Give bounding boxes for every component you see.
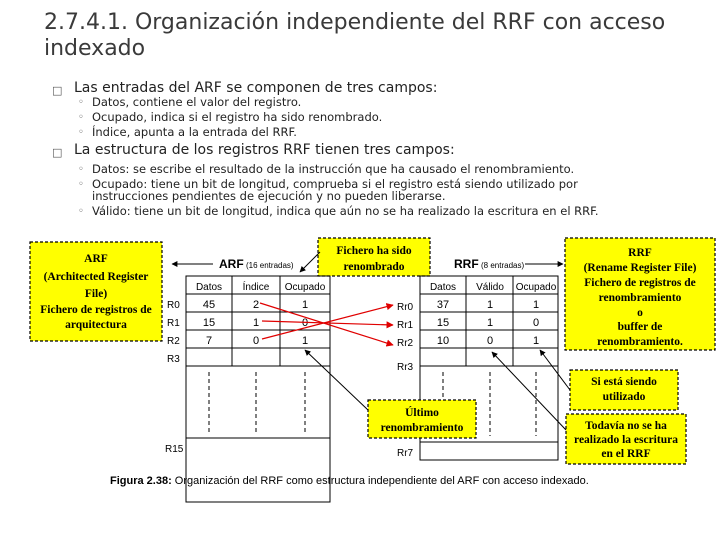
rrf-header-ocupado: Ocupado — [515, 282, 557, 293]
rrf-cell: 1 — [486, 299, 494, 311]
arf-table — [165, 276, 330, 502]
sub-bullet-rrf-ocupado-cont: instrucciones pendientes de ejecución y no pueden liberarse. — [92, 189, 446, 203]
ultimo-callout-line: Último — [405, 407, 439, 419]
arf-cell: 1 — [301, 299, 309, 311]
rrf-row-label-last: Rr7 — [397, 448, 414, 459]
figure-caption — [110, 475, 589, 487]
rrf-cell: 37 — [436, 299, 450, 311]
todavia-callout-line: en el RRF — [601, 448, 651, 460]
fichero-callout-line: Fichero ha sido — [336, 245, 412, 257]
sub-bullet-rrf-valido: Válido: tiene un bit de longitud, indica que aún no se ha realizado la escritura en el RRF. — [92, 204, 599, 218]
arf-cell: 45 — [202, 299, 216, 311]
rrf-callout-line: RRF — [628, 247, 652, 259]
rrf-header-valido: Válido — [476, 282, 504, 293]
rrf-callout-line: Fichero de registros de — [584, 277, 696, 289]
si-callout-line: Si está siendo — [591, 376, 657, 388]
arf-header-ocupado: Ocupado — [284, 282, 326, 293]
arf-cell: 1 — [301, 335, 309, 347]
arf-row-label: R1 — [167, 318, 180, 329]
arf-row-label: R3 — [167, 354, 180, 365]
sub-bullet-ocupado: Ocupado, indica si el registro ha sido renombrado. — [92, 110, 383, 124]
arf-table-title: ARF — [219, 257, 244, 271]
arf-callout-line: File) — [84, 288, 108, 300]
sub-bullet-icon: ◦ — [78, 112, 84, 123]
rrf-callout-line: (Rename Register File) — [583, 262, 697, 274]
arf-callout-line: ARF — [84, 253, 108, 265]
rrf-cell: 0 — [486, 335, 494, 347]
rrf-table-entries: (8 entradas) — [481, 261, 525, 270]
si-callout-line: utilizado — [602, 391, 646, 403]
rrf-cell: 10 — [436, 335, 450, 347]
fichero-callout-line: renombrado — [343, 261, 405, 273]
bullet-square-icon: □ — [52, 146, 63, 159]
rrf-cell: 1 — [486, 317, 494, 329]
ultimo-pointer — [305, 350, 368, 410]
rrf-callout-line: buffer de — [617, 321, 663, 333]
slide-title-line-1: 2.7.4.1. Organización independiente del RRF con acceso — [44, 10, 666, 35]
fichero-pointer — [300, 252, 320, 272]
rrf-table-title: RRF — [454, 257, 479, 271]
sub-bullet-indice: Índice, apunta a la entrada del RRF. — [92, 125, 297, 139]
todavia-callout-line: realizado la escritura — [574, 434, 678, 446]
rrf-row-label: Rr1 — [397, 320, 414, 331]
slide-title-line-2: indexado — [44, 36, 146, 61]
sub-bullet-icon: ◦ — [78, 127, 84, 138]
slide-title — [44, 10, 704, 62]
si-callout — [570, 370, 678, 410]
arf-row-label-last: R15 — [165, 444, 184, 455]
sub-bullet-rrf-ocupado: Ocupado: tiene un bit de longitud, comprueba si el registro está siendo utilizado por — [92, 177, 578, 191]
sub-bullet-icon: ◦ — [78, 97, 84, 108]
rrf-cell: 15 — [436, 317, 450, 329]
todavia-pointer — [492, 352, 566, 430]
rrf-cell: 1 — [532, 299, 540, 311]
sub-bullet-rrf-datos: Datos: se escribe el resultado de la instrucción que ha causado el renombramiento. — [92, 162, 575, 176]
sub-bullet-icon: ◦ — [78, 164, 84, 175]
arf-header-datos: Datos — [195, 282, 223, 293]
rrf-row-label: Rr2 — [397, 338, 414, 349]
arf-callout-line: arquitectura — [65, 319, 127, 331]
si-pointer — [540, 350, 570, 390]
rrf-cell: 0 — [532, 317, 540, 329]
arf-cell: 2 — [252, 299, 260, 311]
todavia-callout — [566, 414, 686, 464]
bullet-rrf-structure: La estructura de los registros RRF tienen tres campos: — [74, 142, 455, 158]
arf-callout-line: Fichero de registros de — [40, 304, 152, 316]
ultimo-callout — [368, 400, 476, 438]
arf-header-indice: Índice — [242, 282, 270, 293]
ultimo-callout-line: renombramiento — [380, 422, 464, 434]
arf-cell: 0 — [252, 335, 260, 347]
sub-bullet-datos: Datos, contiene el valor del registro. — [92, 95, 302, 109]
arf-cell: 1 — [252, 317, 260, 329]
rrf-callout-line: renombramiento — [598, 292, 682, 304]
arf-row-label: R2 — [167, 336, 180, 347]
fichero-callout — [318, 238, 430, 276]
rrf-callout-line: o — [637, 307, 643, 319]
arf-cell: 7 — [205, 335, 213, 347]
bullet-arf-fields: Las entradas del ARF se componen de tres campos: — [74, 80, 438, 96]
rrf-header-datos: Datos — [429, 282, 457, 293]
rrf-row-label: Rr0 — [397, 302, 414, 313]
figure-arf-rrf — [0, 230, 720, 540]
arf-cell: 15 — [202, 317, 216, 329]
figure-caption-text: Organización del RRF como estructura independiente del ARF con acceso indexado. — [171, 475, 589, 487]
bullet-square-icon: □ — [52, 84, 63, 97]
arf-table-entries: (16 entradas) — [246, 261, 294, 270]
arf-row-label: R0 — [167, 300, 180, 311]
todavia-callout-line: Todavía no se ha — [585, 420, 667, 432]
sub-bullet-icon: ◦ — [78, 206, 84, 217]
arf-callout — [30, 242, 162, 341]
sub-bullet-icon: ◦ — [78, 179, 84, 190]
rrf-row-label: Rr3 — [397, 362, 414, 373]
arf-callout-line: (Architected Register — [43, 271, 149, 283]
rrf-cell: 1 — [532, 335, 540, 347]
figure-caption-label: Figura 2.38: — [110, 475, 172, 487]
rrf-callout — [565, 238, 715, 350]
rrf-callout-line: renombramiento. — [597, 336, 683, 348]
arf-cell: 0 — [301, 317, 309, 329]
